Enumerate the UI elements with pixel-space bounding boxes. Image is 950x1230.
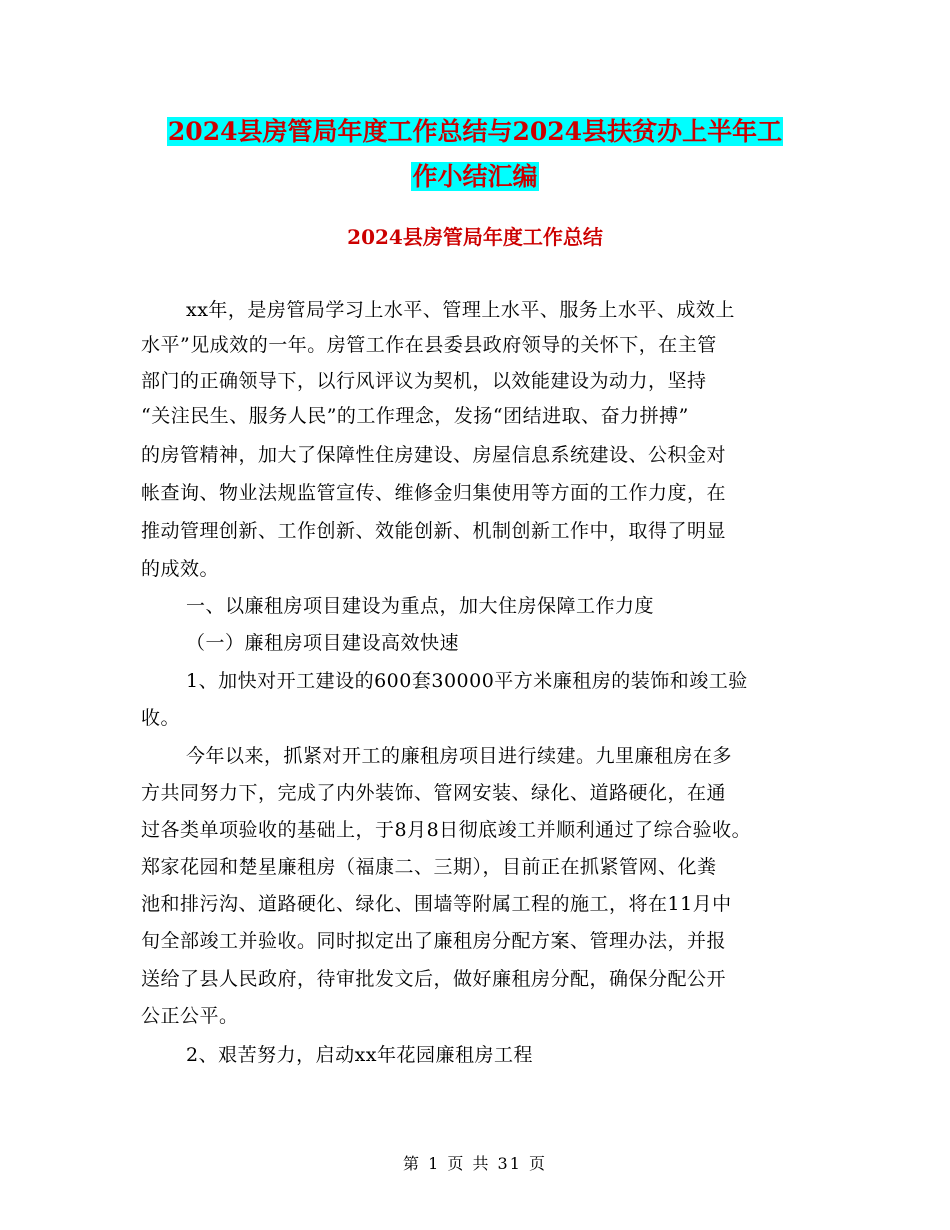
body-line: 送给了县人民政府，待审批发文后，做好廉租房分配，确保分配公开	[141, 968, 727, 990]
body-line: 旬全部竣工并验收。同时拟定出了廉租房分配方案、管理办法，并报	[141, 930, 727, 952]
body-line: “关注民生、服务人民”的工作理念，发扬“团结进取、奋力拼搏”	[141, 405, 689, 427]
body-line: 一、以廉租房项目建设为重点，加大住房保障工作力度	[186, 595, 655, 617]
page-footer: 第 1 页 共 31 页	[403, 1154, 547, 1173]
body-line: 帐查询、物业法规监管宣传、维修金归集使用等方面的工作力度，在	[141, 482, 727, 504]
body-line: 收。	[141, 707, 181, 729]
body-line: 池和排污沟、道路硬化、绿化、围墙等附属工程的施工，将在11月中	[141, 893, 732, 915]
body-line: 方共同努力下，完成了内外装饰、管网安装、绿化、道路硬化，在通	[141, 782, 727, 804]
body-line: 2、艰苦努力，启动xx年花园廉租房工程	[186, 1044, 534, 1066]
body-line: （一）廉租房项目建设高效快速	[186, 632, 460, 654]
body-line: 今年以来，抓紧对开工的廉租房项目进行续建。九里廉租房在多	[186, 745, 733, 767]
title-text-1: 2024县房管局年度工作总结与2024县扶贫办上半年工	[167, 117, 783, 146]
body-line: 推动管理创新、工作创新、效能创新、机制创新工作中，取得了明显	[141, 520, 727, 542]
body-line: 郑家花园和楚星廉租房（福康二、三期），目前正在抓紧管网、化粪	[141, 856, 717, 878]
body-line: 1、加快对开工建设的600套30000平方米廉租房的装饰和竣工验	[186, 670, 748, 692]
document-title-line-2	[0, 155, 950, 199]
body-line: 的房管精神，加大了保障性住房建设、房屋信息系统建设、公积金对	[141, 444, 727, 466]
body-line: 公正公平。	[141, 1005, 239, 1027]
body-line: 过各类单项验收的基础上，于8月8日彻底竣工并顺利通过了综合验收。	[141, 819, 752, 841]
body-line: 水平”见成效的一年。房管工作在县委县政府领导的关怀下，在主管	[141, 334, 717, 356]
body-line: xx年，是房管局学习上水平、管理上水平、服务上水平、成效上	[186, 299, 735, 321]
body-line: 部门的正确领导下，以行风评议为契机，以效能建设为动力，坚持	[141, 370, 707, 392]
body-line: 的成效。	[141, 558, 220, 580]
section-heading: 2024县房管局年度工作总结	[347, 225, 603, 249]
title-text-2: 作小结汇编	[412, 162, 538, 191]
document-title-line-1	[0, 110, 950, 154]
